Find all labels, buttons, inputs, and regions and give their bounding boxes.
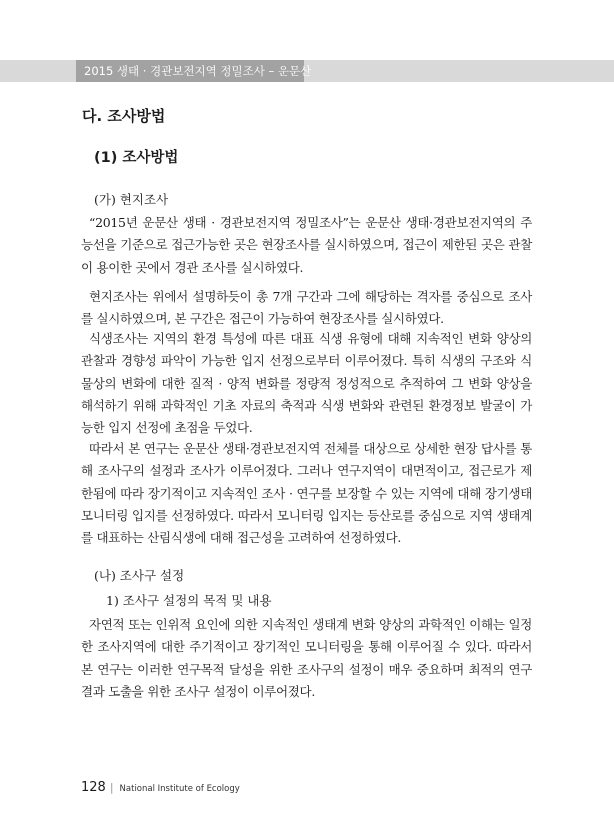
body-paragraph: 따라서 본 연구는 운문산 생태·경관보전지역 전체를 대상으로 상세한 현장 답사를 통해 조사구의 설정과 조사가 이루어졌다. 그러나 연구지역이 대면적이고, 접근로가 제한됨에 따라 장기적이고 지속적인 조사 · 연구를 보장할 수 있는 지역에 대해 장기생태모니터링 입지를 선정하였다. 따라서 모니터링 입지는 등산로를 중심으로 지역 생태계를 대표하는 산림식생에 대해 접근성을 고려하여 선정하였다. [81, 441, 532, 546]
subsection-heading: (1) 조사방법 [94, 150, 179, 166]
body-paragraph: 식생조사는 지역의 환경 특성에 따른 대표 식생 유형에 대해 지속적인 변화 양상의 관찰과 경향성 파악이 가능한 입지 선정으로부터 이루어졌다. 특히 식생의 구조와 식물상의 변화에 대한 질적 · 양적 변화를 정량적 정성적으로 추적하여 그 변화 양상을 해석하기 위해 과학적인 기초 자료의 축적과 식생 변화와 관련된 환경정보 발굴이 가능한 입지 선정에 초점을 두었다. [81, 331, 532, 436]
sub-heading-plot-setup: (나) 조사구 설정 [94, 568, 185, 583]
body-paragraph: 현지조사는 위에서 설명하듯이 총 7개 구간과 그에 해당하는 격자를 중심으로 조사를 실시하였으며, 본 구간은 접근이 가능하여 현장조사를 실시하였다. [81, 289, 532, 327]
footer-institution: National Institute of Ecology [119, 784, 240, 794]
sub-heading-field-survey: (가) 현지조사 [94, 192, 169, 207]
footer-separator: | [109, 781, 114, 794]
page-number: 128 [81, 780, 106, 795]
section-heading: 다. 조사방법 [82, 107, 166, 125]
page-footer [81, 780, 240, 797]
running-header-title: 2015 생태 · 경관보전지역 정밀조사 – 운문산 [76, 60, 304, 82]
item-heading: 1) 조사구 설정의 목적 및 내용 [106, 593, 272, 608]
body-paragraph: 자연적 또는 인위적 요인에 의한 지속적인 생태계 변화 양상의 과학적인 이해는 일정한 조사지역에 대한 주기적이고 장기적인 모니터링을 통해 이루어질 수 있다. 따라서 본 연구는 이러한 연구목적 달성을 위한 조사구의 설정이 매우 중요하며 최적의 연구결과 도출을 위한 조사구 설정이 이루어졌다. [81, 617, 532, 699]
body-paragraph: “2015년 운문산 생태 · 경관보전지역 정밀조사”는 운문산 생태·경관보전지역의 주능선을 기준으로 접근가능한 곳은 현장조사를 실시하였으며, 접근이 제한된 곳은 관찰이 용이한 곳에서 경관 조사를 실시하였다. [81, 215, 532, 275]
